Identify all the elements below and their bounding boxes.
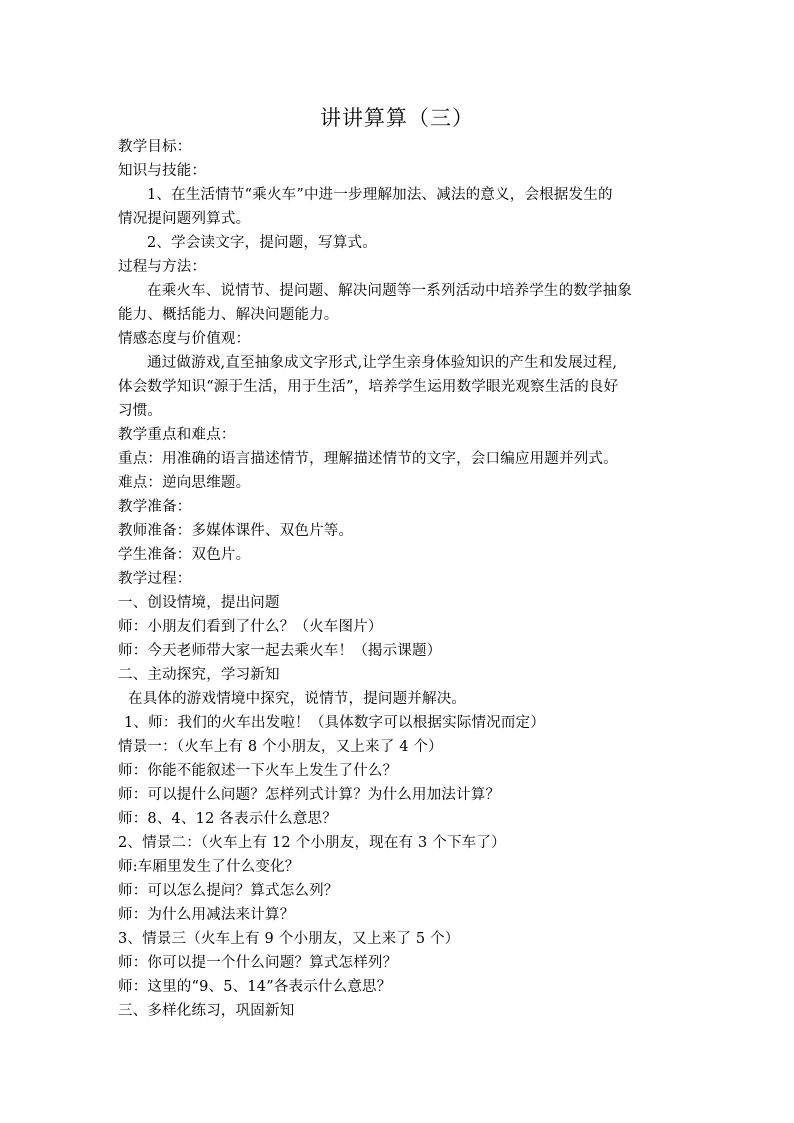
subheading-process-methods: 过程与方法： bbox=[118, 259, 207, 275]
document-body bbox=[118, 135, 684, 1023]
student-preparation: 学生准备：双色片。 bbox=[118, 547, 251, 563]
process-part-1-heading: 一、创设情境，提出问题 bbox=[118, 595, 280, 611]
difficult-point: 难点：逆向思维题。 bbox=[118, 475, 251, 491]
scenario-1-question-2: 师：可以提什么问题？怎样列式计算？为什么用加法计算？ bbox=[118, 787, 501, 803]
section-heading-teaching-goals: 教学目标： bbox=[118, 139, 192, 155]
scenario-1-question-1: 师：你能不能叙述一下火车上发生了什么？ bbox=[118, 763, 398, 779]
attitude-values-line-3: 习惯。 bbox=[118, 403, 163, 419]
process-part-3-heading: 三、多样化练习，巩固新知 bbox=[118, 1003, 295, 1019]
attitude-values-line-2: 体会数学知识“源于生活，用于生活”，培养学生运用数学眼光观察生活的良好 bbox=[118, 379, 619, 395]
scenario-2-heading: 2、情景二：（火车上有 12 个小朋友，现在有 3 个下车了） bbox=[118, 835, 506, 851]
scenario-3-question-2: 师：这里的“9、5、14”各表示什么意思？ bbox=[118, 979, 392, 995]
process-part-2-intro: 在具体的游戏情境中探究，说情节，提问题并解决。 bbox=[128, 691, 467, 707]
process-part-2-heading: 二、主动探究，学习新知 bbox=[118, 667, 280, 683]
scenario-3-heading: 3、情景三（火车上有 9 个小朋友，又上来了 5 个） bbox=[118, 931, 460, 947]
subheading-attitude-values: 情感态度与价值观： bbox=[118, 331, 251, 347]
process-part-1-line-1: 师：小朋友们看到了什么？（火车图片） bbox=[118, 619, 383, 635]
goal-item-1-line-2: 情况提问题列算式。 bbox=[118, 211, 251, 227]
teacher-preparation: 教师准备：多媒体课件、双色片等。 bbox=[118, 523, 354, 539]
goal-item-2: 2、学会读文字，提问题，写算式。 bbox=[147, 235, 377, 251]
section-heading-key-points: 教学重点和难点： bbox=[118, 427, 236, 443]
scenario-2-question-3: 师：为什么用减法来计算？ bbox=[118, 907, 295, 923]
process-part-1-line-2: 师：今天老师带大家一起去乘火车！（揭示课题） bbox=[118, 643, 442, 659]
page-title: 讲讲算算（三） bbox=[320, 106, 474, 130]
process-methods-line-2: 能力、概括能力、解决问题能力。 bbox=[118, 307, 339, 323]
scenario-start: 1、师：我们的火车出发啦！（具体数字可以根据实际情况而定） bbox=[124, 715, 546, 731]
key-point: 重点：用准确的语言描述情节，理解描述情节的文字，会口编应用题并列式。 bbox=[118, 451, 618, 467]
subheading-knowledge-skills: 知识与技能： bbox=[118, 163, 207, 179]
section-heading-teaching-process: 教学过程： bbox=[118, 571, 192, 587]
scenario-2-question-1: 师:车厢里发生了什么变化？ bbox=[118, 859, 300, 875]
attitude-values-line-1: 通过做游戏,直至抽象成文字形式,让学生亲身体验知识的产生和发展过程, bbox=[147, 355, 618, 371]
scenario-3-question-1: 师：你可以提一个什么问题？算式怎样列？ bbox=[118, 955, 398, 971]
scenario-1-heading: 情景一：（火车上有 8 个小朋友，又上来了 4 个） bbox=[118, 739, 443, 755]
scenario-2-question-2: 师：可以怎么提问？算式怎么列？ bbox=[118, 883, 339, 899]
scenario-1-question-3: 师：8、4、12 各表示什么意思？ bbox=[118, 811, 337, 827]
section-heading-preparation: 教学准备： bbox=[118, 499, 192, 515]
goal-item-1-line-1: 1、在生活情节“乘火车”中进一步理解加法、减法的意义，会根据发生的 bbox=[147, 187, 613, 203]
process-methods-line-1: 在乘火车、说情节、提问题、解决问题等一系列活动中培养学生的数学抽象 bbox=[147, 283, 633, 299]
